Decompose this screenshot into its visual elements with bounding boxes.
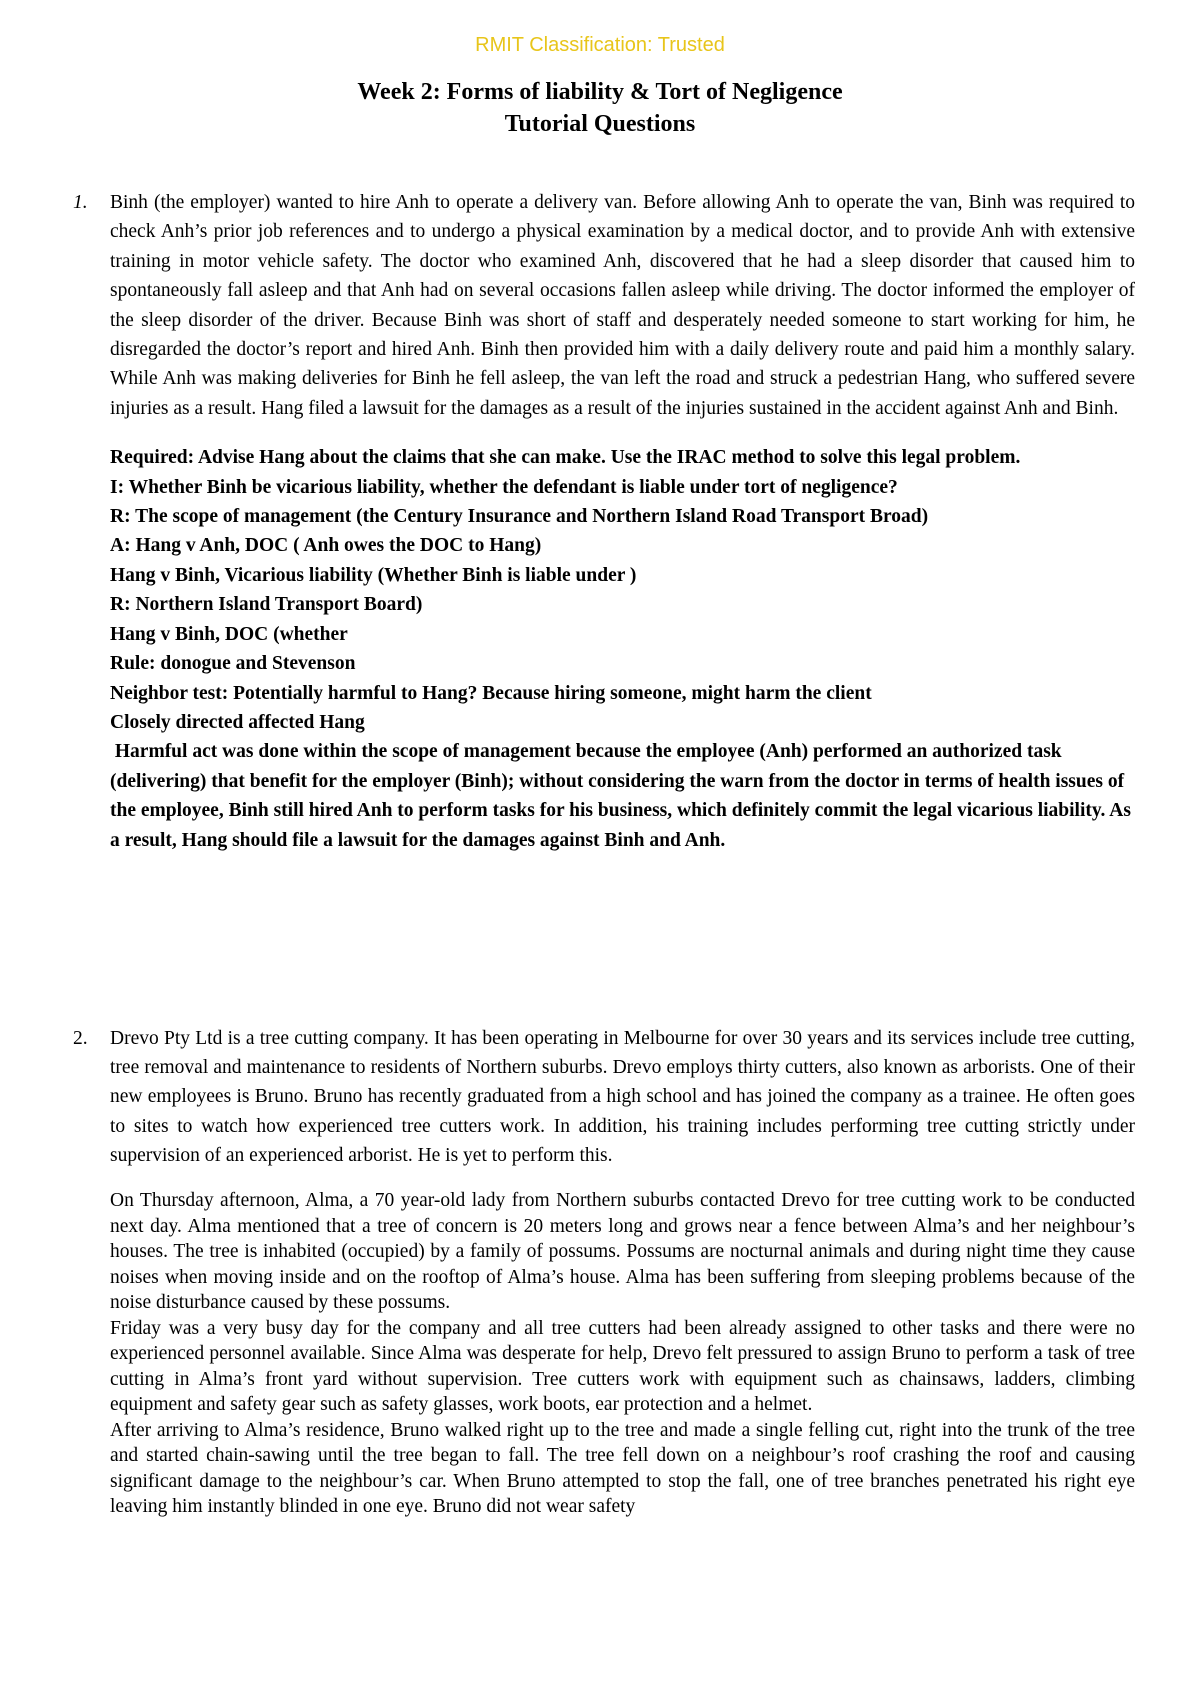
answer-line: Required: Advise Hang about the claims that she can make. Use the IRAC method to solve this legal problem. xyxy=(110,447,1021,469)
answer-line: Neighbor test: Potentially harmful to Hang? Because hiring someone, might harm the client xyxy=(110,682,872,704)
question-1-answer xyxy=(110,443,1135,855)
answer-line: R: The scope of management (the Century Insurance and Northern Island Road Transport Broad) xyxy=(110,506,929,528)
answer-line: Hang v Binh, Vicarious liability (Whether Binh is liable under ) xyxy=(110,564,637,586)
document-title xyxy=(0,76,1200,140)
question-2-text: Drevo Pty Ltd is a tree cutting company. It has been operating in Melbourne for over 30 years and its services include tree cutting, tree removal and maintenance to residents of Northern suburbs. Drevo employs thirty cutters, also known as arborists. One of their new employees is Bruno. Bruno has recently graduated from a high school and has joined the company as a trainee. He often goes to sites to watch how experienced tree cutters work. In addition, his training includes performing tree cutting strictly under supervision of an experienced arborist. He is yet to perform this. xyxy=(110,1028,1135,1166)
classification-label: RMIT Classification: Trusted xyxy=(475,34,725,56)
question-2 xyxy=(73,1024,1135,1520)
question-1-text: Binh (the employer) wanted to hire Anh to operate a delivery van. Before allowing Anh to operate the van, Binh was required to check Anh’s prior job references and to undergo a physical examination by a medical doctor, and to provide Anh with extensive training in motor vehicle safety. The doctor who examined Anh, discovered that he had a sleep disorder that caused him to spontaneously fall asleep and that Anh had on several occasions fallen asleep while driving. The doctor informed the employer of the sleep disorder of the driver. Because Binh was short of staff and desperately needed someone to start working for him, he disregarded the doctor’s report and hired Anh. Binh then provided him with a daily delivery route and paid him a monthly salary. While Anh was making deliveries for Binh he fell asleep, the van left the road and struck a pedestrian Hang, who suffered severe injuries as a result. Hang filed a lawsuit for the damages as a result of the injuries sustained in the accident against Anh and Binh. xyxy=(110,192,1135,419)
scenario-paragraph: On Thursday afternoon, Alma, a 70 year-old lady from Northern suburbs contacted Drevo for tree cutting work to be conducted next day. Alma mentioned that a tree of concern is 20 meters long and grows near a fence between Alma’s and her neighbour’s houses. The tree is inhabited (occupied) by a family of possums. Possums are nocturnal animals and during night time they cause noises when moving inside and on the rooftop of Alma’s house. Alma has been suffering from sleeping problems because of the noise disturbance caused by these possums. xyxy=(110,1190,1135,1314)
title-line-1: Week 2: Forms of liability & Tort of Negligence xyxy=(357,79,843,105)
scenario-paragraph: After arriving to Alma’s residence, Bruno walked right up to the tree and made a single felling cut, right into the trunk of the tree and started chain-sawing until the tree began to fall. The tree fell down on a neighbour’s roof crashing the roof and causing significant damage to the neighbour’s car. When Bruno attempted to stop the fall, one of tree branches penetrated his right eye leaving him instantly blinded in one eye. Bruno did not wear safety xyxy=(110,1419,1135,1518)
title-line-2: Tutorial Questions xyxy=(504,111,696,137)
answer-line: Closely directed affected Hang xyxy=(110,711,365,733)
answer-line: R: Northern Island Transport Board) xyxy=(110,594,423,616)
answer-line: Harmful act was done within the scope of management because the employee (Anh) performed an authorized task (delivering) that benefit for the employer (Binh); without considering the warn from the doctor in terms of health issues of the employee, Binh still hired Anh to perform tasks for his business, which definitely commit the legal vicarious liability. As a result, Hang should file a lawsuit for the damages against Binh and Anh. xyxy=(110,741,1136,851)
answer-line: Rule: donogue and Stevenson xyxy=(110,653,356,675)
answer-line: Hang v Binh, DOC (whether xyxy=(110,623,348,645)
question-2-scenario xyxy=(110,1188,1135,1520)
question-2-number: 2. xyxy=(73,1028,88,1049)
answer-line: I: Whether Binh be vicarious liability, whether the defendant is liable under tort of negligence? xyxy=(110,476,898,498)
scenario-paragraph: Friday was a very busy day for the company and all tree cutters had been already assigned to other tasks and there were no experienced personnel available. Since Alma was desperate for help, Drevo felt pressured to assign Bruno to perform a task of tree cutting in Alma’s front yard without supervision. Tree cutters work with equipment such as chainsaws, ladders, climbing equipment and safety gear such as safety glasses, work boots, ear protection and a helmet. xyxy=(110,1317,1135,1416)
question-1-number: 1. xyxy=(73,192,88,213)
question-1 xyxy=(73,188,1136,855)
answer-line: A: Hang v Anh, DOC ( Anh owes the DOC to Hang) xyxy=(110,535,542,557)
